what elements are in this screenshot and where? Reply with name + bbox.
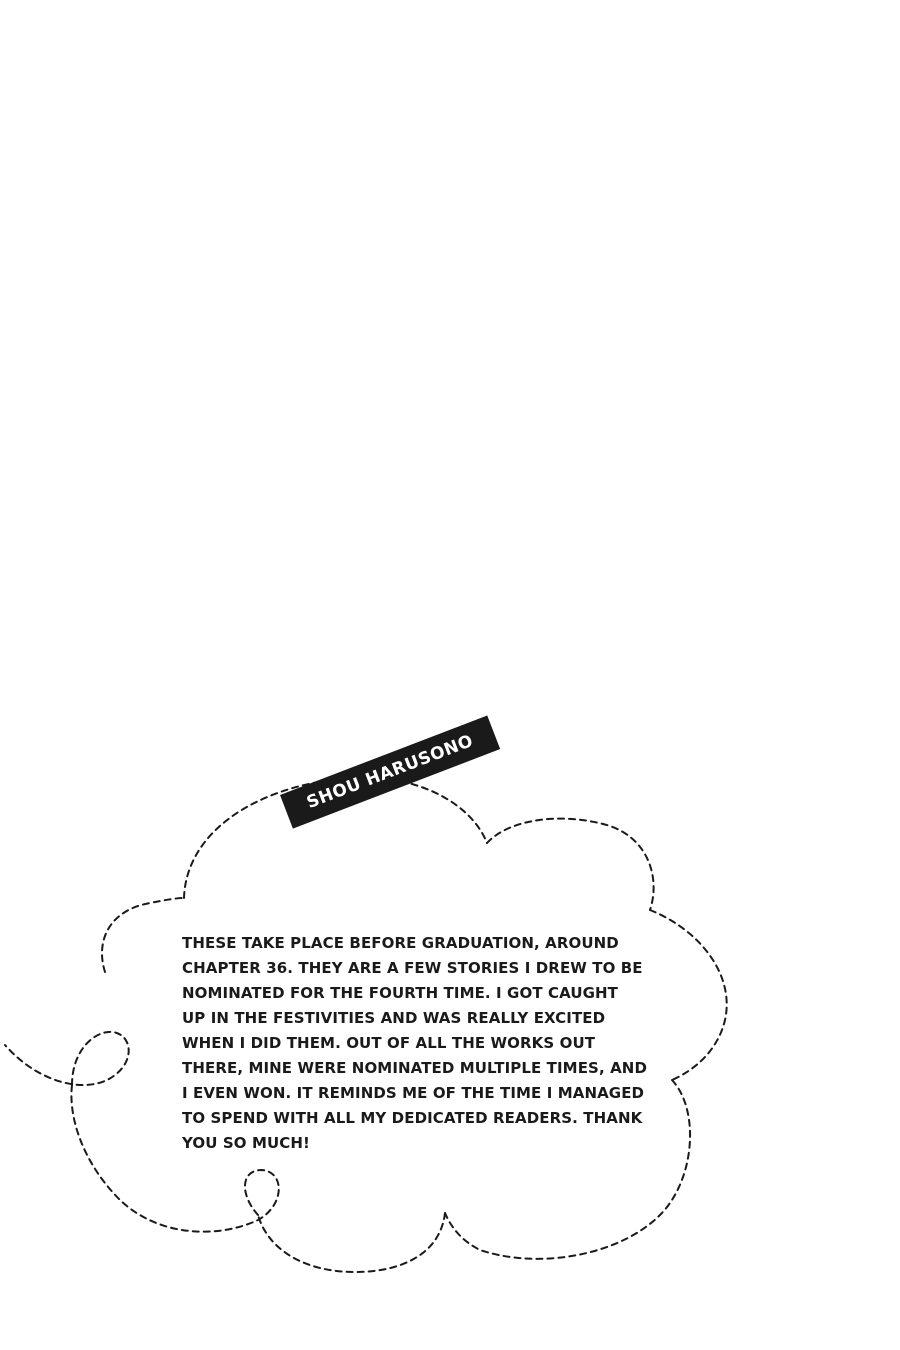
cloud-outline-left-curl	[5, 1032, 129, 1085]
note-line: UP IN THE FESTIVITIES AND WAS REALLY EXCITED	[182, 1009, 606, 1027]
cloud-outline-upper-right	[487, 819, 654, 910]
author-note	[182, 931, 652, 1156]
cloud-outline-right	[650, 910, 727, 1080]
note-line: I EVEN WON. IT REMINDS ME OF THE TIME I MANAGED	[182, 1084, 645, 1102]
note-line: WHEN I DID THEM. OUT OF ALL THE WORKS OUT	[182, 1034, 596, 1052]
note-line: NOMINATED FOR THE FOURTH TIME. I GOT CAUGHT	[182, 984, 619, 1002]
note-line: YOU SO MUCH!	[182, 1134, 310, 1152]
author-name: SHOU HARUSONO	[303, 731, 477, 814]
note-line: TO SPEND WITH ALL MY DEDICATED READERS. THANK	[182, 1109, 643, 1127]
note-line: CHAPTER 36. THEY ARE A FEW STORIES I DREW TO BE	[182, 959, 643, 977]
note-line: THERE, MINE WERE NOMINATED MULTIPLE TIMES, AND	[182, 1059, 647, 1077]
cloud-outline-upper-left	[102, 898, 184, 972]
cloud-outline-bottom	[258, 1213, 445, 1272]
note-line: THESE TAKE PLACE BEFORE GRADUATION, AROUND	[182, 934, 619, 952]
